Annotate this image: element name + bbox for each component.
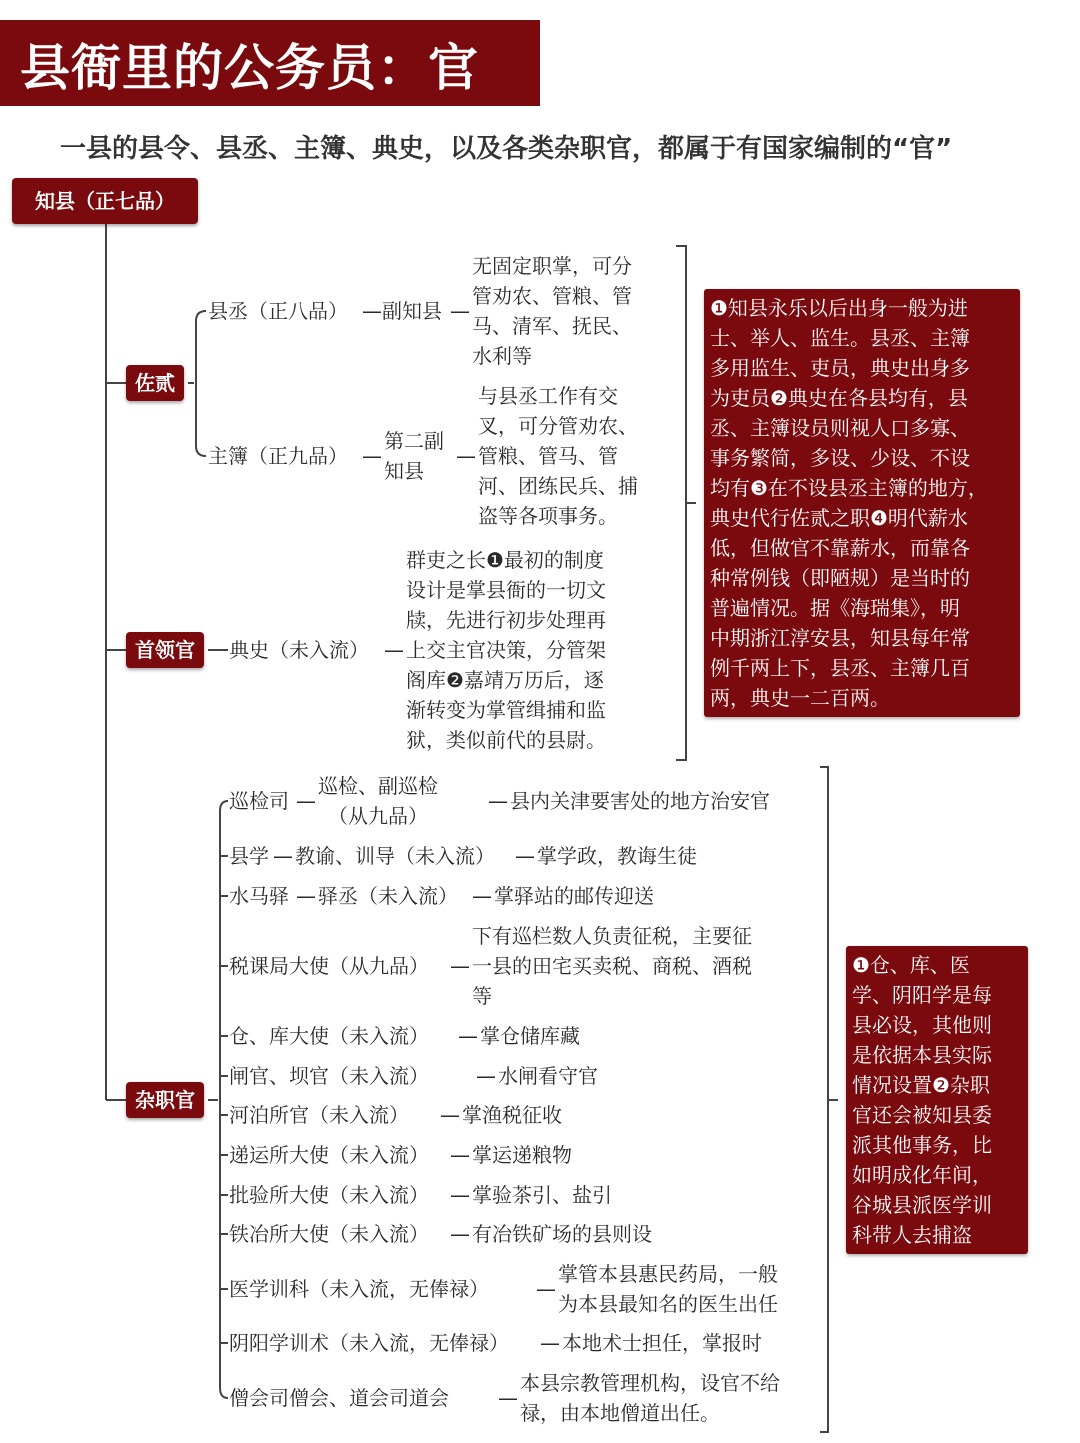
note-line: 士、举人、监生。县丞、主簿 (710, 326, 970, 350)
xianxue-duty: 掌学政，教诲生徒 (537, 844, 697, 868)
dash: — (536, 1277, 556, 1301)
category-zuoer: 佐贰 (126, 365, 184, 401)
duty-line: 等 (472, 984, 492, 1008)
note-line: 低，但做官不靠薪水，而靠各 (710, 536, 970, 560)
office-yinyang: 阴阳学训术（未入流，无俸禄） (229, 1331, 509, 1355)
note-line: 中期浙江淳安县，知县每年常 (710, 626, 970, 650)
role-line: 知县 (384, 459, 424, 483)
hebosuo-duty: 掌渔税征收 (462, 1103, 562, 1127)
xiancheng-role: 副知县 (382, 299, 442, 323)
duty-line: 一县的田宅买卖税、商税、酒税 (472, 954, 752, 978)
duty-line: 与县丞工作有交 (478, 384, 618, 408)
dianshi-duties (406, 545, 606, 755)
duty-line: 管粮、管马、管 (478, 444, 618, 468)
category-shouling: 首领官 (126, 632, 204, 668)
duty-line: 群吏之长❶最初的制度 (406, 548, 604, 572)
root-node-zhixian: 知县（正七品） (12, 178, 198, 224)
note-line: 科带人去捕盗 (852, 1223, 972, 1247)
dash: — (384, 638, 404, 662)
dash: — (515, 844, 535, 868)
duty-line: 牍，先进行初步处理再 (406, 608, 606, 632)
note-line: 例千两上下，县丞、主簿几百 (710, 656, 970, 680)
zhaguan-duty: 水闸看守官 (498, 1064, 598, 1088)
dianshi-rank: 典史（未入流） (229, 638, 369, 662)
zuoer-brace (196, 311, 206, 456)
page-subtitle: 一县的县令、县丞、主簿、典史，以及各类杂职官，都属于有国家编制的“官” (60, 134, 953, 164)
note-line: 县必设，其他则 (852, 1013, 992, 1037)
dash: — (450, 1183, 470, 1207)
note-line: 如明成化年间， (852, 1163, 992, 1187)
note-line: 典史代行佐贰之职❹明代薪水 (710, 506, 968, 530)
shuikeju-duty (472, 921, 752, 1011)
duty-line: 上交主官决策，分管架 (406, 638, 606, 662)
zhubu-role (384, 426, 444, 486)
dash: — (296, 789, 316, 813)
rank-line: 巡检、副巡检 (318, 774, 438, 798)
dash: — (476, 1064, 496, 1088)
duty-line: 禄，由本地僧道出任。 (520, 1401, 720, 1425)
office-piyansuo: 批验所大使（未入流） (229, 1183, 429, 1207)
yinyang-duty: 本地术士担任，掌报时 (562, 1331, 762, 1355)
duty-line: 叉，可分管劝农、 (478, 414, 638, 438)
office-senghui: 僧会司僧会、道会司道会 (229, 1386, 449, 1410)
yixue-duty (558, 1259, 778, 1319)
dash: — (450, 1143, 470, 1167)
duty-line: 掌管本县惠民药局，一般 (558, 1262, 778, 1286)
dash: — (450, 1222, 470, 1246)
dash: — (498, 1386, 518, 1410)
office-tieyesuo: 铁冶所大使（未入流） (229, 1222, 429, 1246)
dash: — (296, 884, 316, 908)
xiancheng-rank: 县丞（正八品） (208, 299, 348, 323)
office-shuimayi: 水马驿 (229, 884, 289, 908)
rank-line: （从九品） (328, 804, 428, 828)
duty-line: 下有巡栏数人负责征税，主要征 (472, 924, 752, 948)
dash: — (362, 444, 382, 468)
note-line: 种常例钱（即陋规）是当时的 (710, 566, 970, 590)
duty-line: 无固定职掌，可分 (472, 254, 632, 278)
duty-line: 设计是掌县衙的一切文 (406, 578, 606, 602)
dash: — (273, 844, 293, 868)
category-zazhi: 杂职官 (126, 1082, 204, 1118)
xunjiansi-rank (318, 771, 438, 831)
duty-line: 渐转变为掌管缉捕和监 (406, 698, 606, 722)
role-line: 第二副 (384, 429, 444, 453)
zazhi-brace (220, 801, 228, 1398)
duty-line: 为本县最知名的医生出任 (558, 1292, 778, 1316)
note-line: ❶仓、库、医 (852, 953, 970, 977)
dash: — (488, 789, 508, 813)
page-title: 县衙里的公务员：官 (20, 39, 479, 97)
office-hebosuo: 河泊所官（未入流） (229, 1103, 409, 1127)
duty-line: 狱，类似前代的县尉。 (406, 728, 606, 752)
office-xunjiansi: 巡检司 (229, 789, 289, 813)
duty-line: 阁库❷嘉靖万历后，逐 (406, 668, 604, 692)
note-line: 丞、主簿设员则视人口多寡、 (710, 416, 970, 440)
xunjiansi-duty: 县内关津要害处的地方治安官 (510, 789, 770, 813)
note-line: 是依据本县实际 (852, 1043, 992, 1067)
bracket-right-2 (820, 767, 828, 1432)
note-line: ❶知县永乐以后出身一般为进 (710, 296, 968, 320)
duty-line: 河、团练民兵、捕 (478, 474, 638, 498)
shuimayi-duty: 掌驿站的邮传迎送 (494, 884, 654, 908)
dash: — (456, 444, 476, 468)
duty-line: 盗等各项事务。 (478, 504, 618, 528)
note-box-1 (704, 289, 1020, 717)
diyunsuo-duty: 掌运递粮物 (472, 1143, 572, 1167)
office-zhaguan: 闸官、坝官（未入流） (229, 1064, 429, 1088)
piyansuo-duty: 掌验茶引、盐引 (472, 1183, 612, 1207)
note-line: 官还会被知县委 (852, 1103, 992, 1127)
cangku-duty: 掌仓储库藏 (480, 1024, 580, 1048)
note-line: 多用监生、吏员，典史出身多 (710, 356, 970, 380)
note-box-2 (846, 946, 1028, 1254)
zhubu-rank: 主簿（正九品） (208, 444, 348, 468)
senghui-duty (520, 1368, 780, 1428)
dash: — (540, 1331, 560, 1355)
xiancheng-duties (472, 251, 632, 371)
note-line: 普遍情况。据《海瑞集》，明 (710, 596, 960, 620)
duty-line: 水利等 (472, 344, 532, 368)
dash: — (450, 299, 470, 323)
note-line: 派其他事务，比 (852, 1133, 992, 1157)
office-yixue: 医学训科（未入流，无俸禄） (229, 1277, 489, 1301)
dash: — (472, 884, 492, 908)
office-shuikeju: 税课局大使（从九品） (229, 954, 429, 978)
note-line: 谷城县派医学训 (852, 1193, 992, 1217)
note-line: 情况设置❷杂职 (852, 1073, 990, 1097)
duty-line: 管劝农、管粮、管 (472, 284, 632, 308)
dash: — (362, 299, 382, 323)
note-line: 学、阴阳学是每 (852, 983, 992, 1007)
dash: — (450, 954, 470, 978)
zhubu-duties (478, 381, 638, 531)
duty-line: 马、清军、抚民、 (472, 314, 632, 338)
office-xianxue: 县学 (229, 844, 269, 868)
dash: — (440, 1103, 460, 1127)
note-line: 事务繁简，多设、少设、不设 (710, 446, 970, 470)
note-line: 为吏员❷典史在各县均有，县 (710, 386, 968, 410)
shuimayi-rank: 驿丞（未入流） (318, 884, 458, 908)
xianxue-rank: 教谕、训导（未入流） (295, 844, 495, 868)
note-line: 均有❸在不设县丞主簿的地方， (710, 476, 988, 500)
bracket-right-1 (676, 246, 686, 760)
office-cangku: 仓、库大使（未入流） (229, 1024, 429, 1048)
office-diyunsuo: 递运所大使（未入流） (229, 1143, 429, 1167)
duty-line: 本县宗教管理机构，设官不给 (520, 1371, 780, 1395)
note-line: 两，典史一二百两。 (710, 686, 890, 710)
dash: — (458, 1024, 478, 1048)
tieyesuo-duty: 有冶铁矿场的县则设 (472, 1222, 652, 1246)
